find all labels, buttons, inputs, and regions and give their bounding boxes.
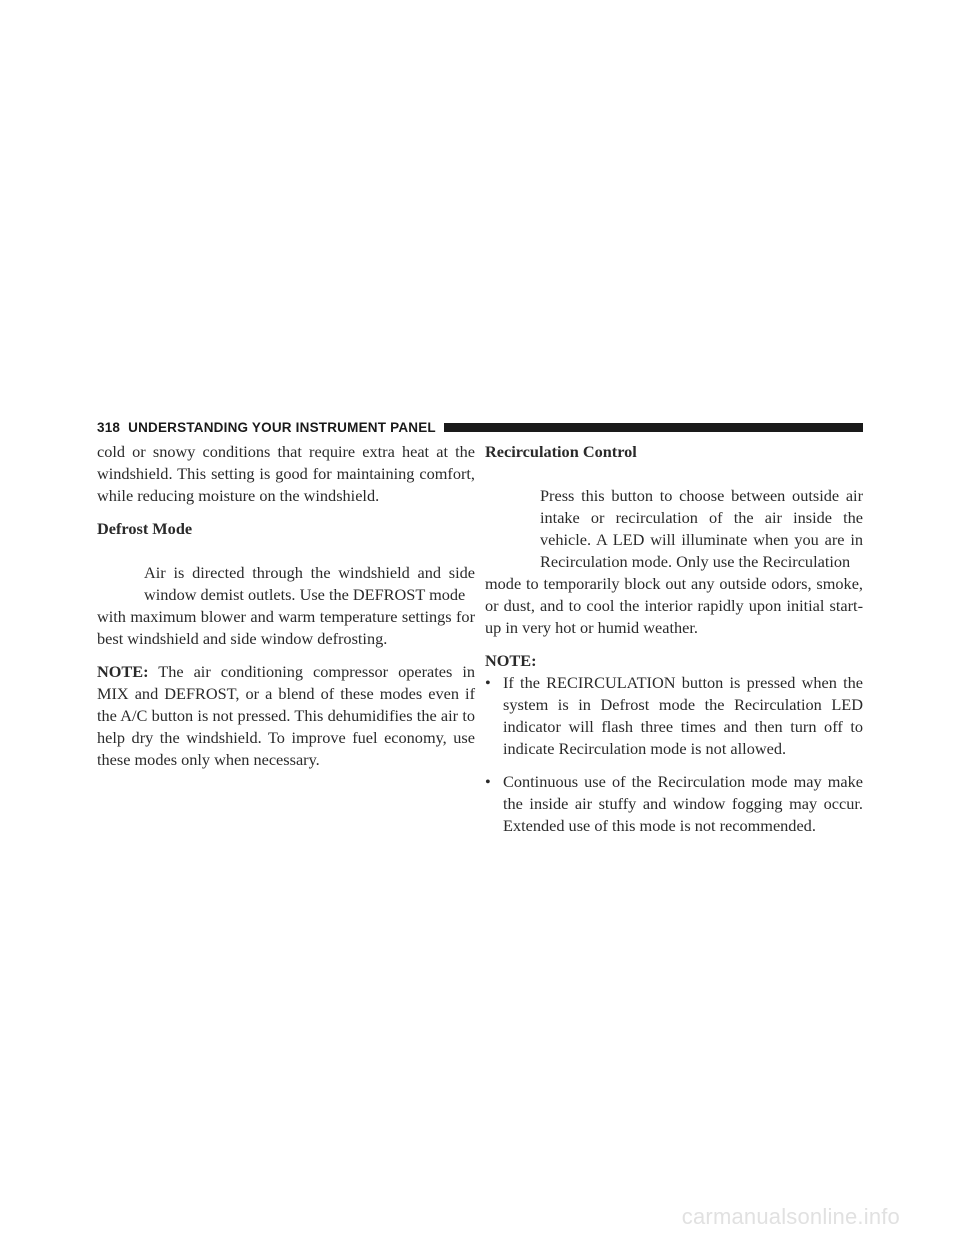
recirculation-icon-space — [485, 463, 863, 485]
note-heading: NOTE: — [485, 651, 537, 670]
note-label: NOTE: — [97, 662, 149, 681]
note-text: The air conditioning compressor operates in MIX and DEFROST, or a blend of these modes even if the A/C button is not pressed. This dehumidifies the air to help dry the windshield. To improve fuel economy, use these modes only when necessary. — [97, 662, 475, 769]
section-title: UNDERSTANDING YOUR INSTRUMENT PANEL — [128, 419, 436, 435]
watermark: carmanualsonline.info — [681, 1204, 900, 1229]
right-column — [485, 441, 863, 848]
bullet-text: Continuous use of the Recirculation mode may make the inside air stuffy and window fogging may occur. Extended use of this mode is not recommended. — [503, 772, 863, 835]
list-item — [485, 771, 863, 837]
left-column — [97, 441, 475, 771]
page-number: 318 — [97, 419, 121, 435]
defrost-paragraph-indented: Air is directed through the windshield and side window demist outlets. Use the DEFROST mode — [144, 563, 475, 604]
recirculation-paragraph-indented: Press this button to choose between outside air intake or recirculation of the air inside the vehicle. A LED will illuminate when you are in Recirculation mode. Only use the Recirculation — [540, 486, 863, 571]
defrost-icon-space — [97, 540, 475, 562]
recirculation-paragraph-continued: mode to temporarily block out any outside odors, smoke, or dust, and to cool the interior rapidly upon initial start-up in very hot or humid weather. — [485, 574, 863, 637]
header-rule — [444, 423, 863, 432]
recirculation-control-heading: Recirculation Control — [485, 442, 637, 461]
defrost-paragraph-continued: with maximum blower and warm temperature settings for best windshield and side window defrosting. — [97, 607, 475, 648]
defrost-mode-heading: Defrost Mode — [97, 519, 193, 538]
bullet-text: If the RECIRCULATION button is pressed when the system is in Defrost mode the Recirculation LED indicator will flash three times and then turn off to indicate Recirculation mode is not allowed. — [503, 673, 863, 758]
bullet-icon: • — [485, 772, 491, 791]
list-item — [485, 672, 863, 760]
note-bullet-list — [485, 672, 863, 837]
bullet-icon: • — [485, 673, 491, 692]
note-paragraph — [97, 661, 475, 771]
intro-paragraph: cold or snowy conditions that require extra heat at the windshield. This setting is good for maintaining comfort, while reducing moisture on the windshield. — [97, 442, 475, 505]
page-header — [97, 416, 863, 438]
